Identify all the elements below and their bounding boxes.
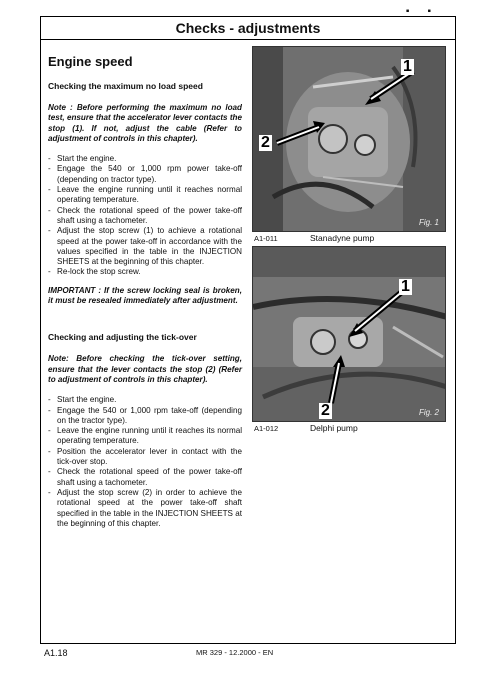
step-item: - Check the rotational speed of the power take-off shaft using a tachometer.: [48, 467, 242, 488]
figure-caption-text: Stanadyne pump: [310, 233, 375, 243]
figure-delphi-photo: [252, 246, 446, 422]
note-tick-over: Note: Before checking the tick-over setting, ensure that the lever contacts the stop (2) (Refer to adjustment of controls in this chapter).: [48, 354, 242, 384]
note-max-speed: Note : Before performing the maximum no load test, ensure that the accelerator lever contacts the stop (1). If not, adjust the cable (Refer to adjustment of controls in this chapter).: [48, 103, 242, 143]
figure-caption-1: [252, 232, 446, 246]
callout-2: 2: [261, 134, 270, 151]
step-item: - Start the engine.: [48, 154, 242, 164]
callout-1: 1: [401, 278, 410, 295]
figure-stanadyne-photo: [252, 46, 446, 232]
step-item: - Check the rotational speed of the power take-off shaft using a tachometer.: [48, 206, 242, 227]
corner-marks: ▪▪: [405, 6, 449, 17]
figure-label: Fig. 2: [418, 408, 439, 417]
subsection-tick-over: Checking and adjusting the tick-over: [48, 332, 197, 343]
figure-caption-text: Delphi pump: [310, 423, 358, 433]
section-title: Engine speed: [48, 54, 133, 69]
figure-caption-2: [252, 422, 446, 436]
step-item: - Adjust the stop screw (1) to achieve a rotational speed at the power take-off in accordance with the values specified in the table in the INJECTION SHEETS at the beginning of this chapter.: [48, 226, 242, 267]
steps-tick-over: [48, 395, 242, 529]
engine-photo-illustration: [253, 247, 446, 422]
figure-label: Fig. 1: [418, 218, 439, 227]
step-item: - Engage the 540 or 1,000 rpm take-off (depending on the tractor type).: [48, 406, 242, 427]
text-column: [48, 48, 242, 537]
document-reference: MR 329 - 12.2000 - EN: [196, 648, 274, 657]
steps-max-speed: [48, 154, 242, 278]
page-title: Checks - adjustments: [40, 16, 456, 40]
step-item: - Re-lock the stop screw.: [48, 267, 242, 277]
step-item: - Start the engine.: [48, 395, 242, 405]
page-number: A1.18: [44, 648, 68, 658]
step-item: - Adjust the stop screw (2) in order to achieve the rotational speed at the power take-off shaft specified in the table in the INJECTION SHEETS at the beginning of this chapter.: [48, 488, 242, 529]
footer-divider: [40, 643, 456, 644]
figure-code: A1-012: [254, 424, 279, 433]
subsection-max-speed: Checking the maximum no load speed: [48, 81, 203, 91]
figure-code: A1-011: [254, 234, 278, 243]
callout-1: 1: [403, 58, 412, 75]
step-item: - Position the accelerator lever in contact with the tick-over stop.: [48, 447, 242, 468]
important-note: IMPORTANT : If the screw locking seal is broken, it must be resealed immediately after adjustment.: [48, 285, 242, 306]
figures-column: [252, 46, 446, 436]
callout-2: 2: [321, 402, 330, 419]
step-item: - Leave the engine running until it reaches normal operating temperature.: [48, 185, 242, 206]
engine-photo-illustration: [253, 47, 446, 232]
step-item: - Leave the engine running until it reaches its normal operating temperature.: [48, 426, 242, 447]
step-item: - Engage the 540 or 1,000 rpm power take-off (depending on tractor type).: [48, 164, 242, 185]
